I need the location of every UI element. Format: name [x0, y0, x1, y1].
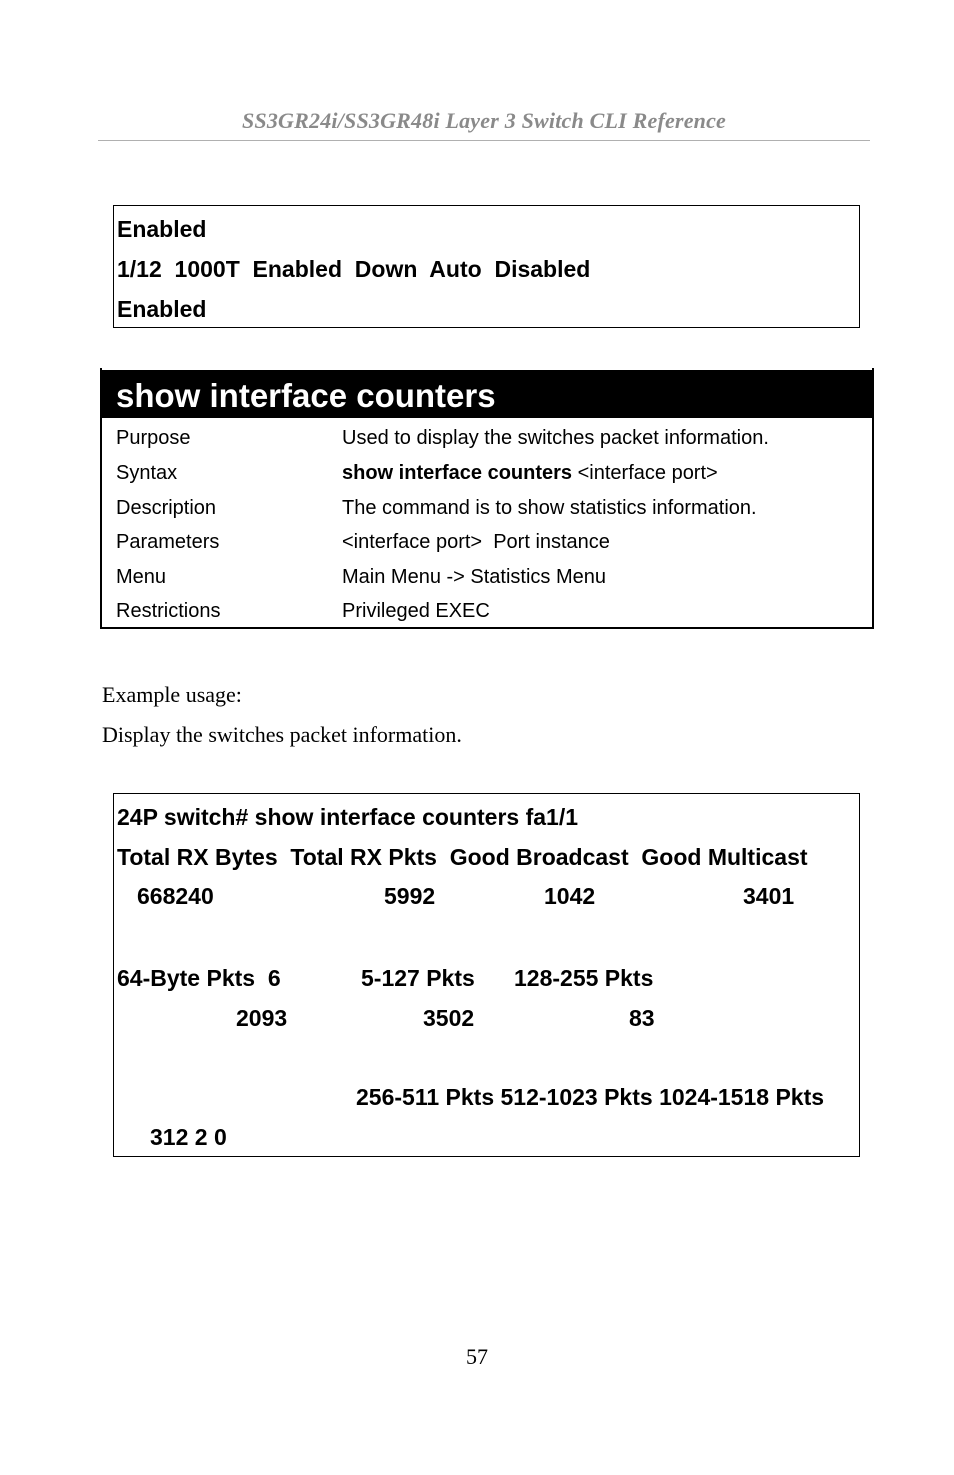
counter-values-row-3: 312 2 0	[150, 1124, 227, 1150]
syntax-command: show interface counters	[342, 462, 573, 484]
counters-header: 128-255 Pkts	[514, 965, 654, 991]
syntax-argument: <interface port>	[572, 462, 718, 484]
header-rule	[98, 140, 870, 141]
menu-value: Main Menu -> Statistics Menu	[342, 566, 606, 588]
counter-value: 83	[629, 1005, 655, 1031]
example-output-box	[113, 793, 860, 1157]
counter-value: 3401	[743, 883, 795, 909]
counters-header: 5-127 Pkts	[361, 965, 475, 991]
restrictions-label: Restrictions	[116, 600, 221, 622]
menu-label: Menu	[116, 566, 167, 588]
syntax-label: Syntax	[116, 462, 178, 484]
example-description: Display the switches packet information.	[102, 722, 462, 747]
running-header: SS3GR24i/SS3GR48i Layer 3 Switch CLI Reference	[241, 108, 727, 133]
purpose-label: Purpose	[116, 427, 191, 449]
counter-value: 2093	[236, 1005, 288, 1031]
counter-value: 3502	[423, 1005, 475, 1031]
counters-header: 64-Byte Pkts 6	[117, 965, 281, 991]
output-line: Enabled	[117, 296, 207, 322]
description-label: Description	[116, 497, 217, 519]
counter-value: 5992	[384, 883, 436, 909]
purpose-value: Used to display the switches packet information.	[342, 427, 769, 449]
syntax-value	[342, 463, 718, 483]
example-intro: Example usage:	[102, 682, 242, 707]
output-line: 1/12 1000T Enabled Down Auto Disabled	[117, 256, 591, 282]
previous-output-box	[113, 205, 860, 328]
output-line: Enabled	[117, 216, 207, 242]
command-prompt: 24P switch# show interface counters fa1/1	[117, 804, 579, 830]
parameters-label: Parameters	[116, 531, 220, 553]
counter-value: 668240	[137, 883, 214, 909]
command-title: show interface counters	[116, 377, 496, 414]
counters-header-row-3: 256-511 Pkts 512-1023 Pkts 1024-1518 Pkts	[356, 1084, 825, 1110]
parameters-value: <interface port> Port instance	[342, 531, 610, 553]
counter-value: 1042	[544, 883, 596, 909]
page-number: 57	[466, 1344, 488, 1369]
description-value: The command is to show statistics information.	[342, 497, 757, 519]
counters-header-row-1: Total RX Bytes Total RX Pkts Good Broadcast Good Multicast	[117, 844, 808, 870]
restrictions-value: Privileged EXEC	[342, 600, 490, 622]
